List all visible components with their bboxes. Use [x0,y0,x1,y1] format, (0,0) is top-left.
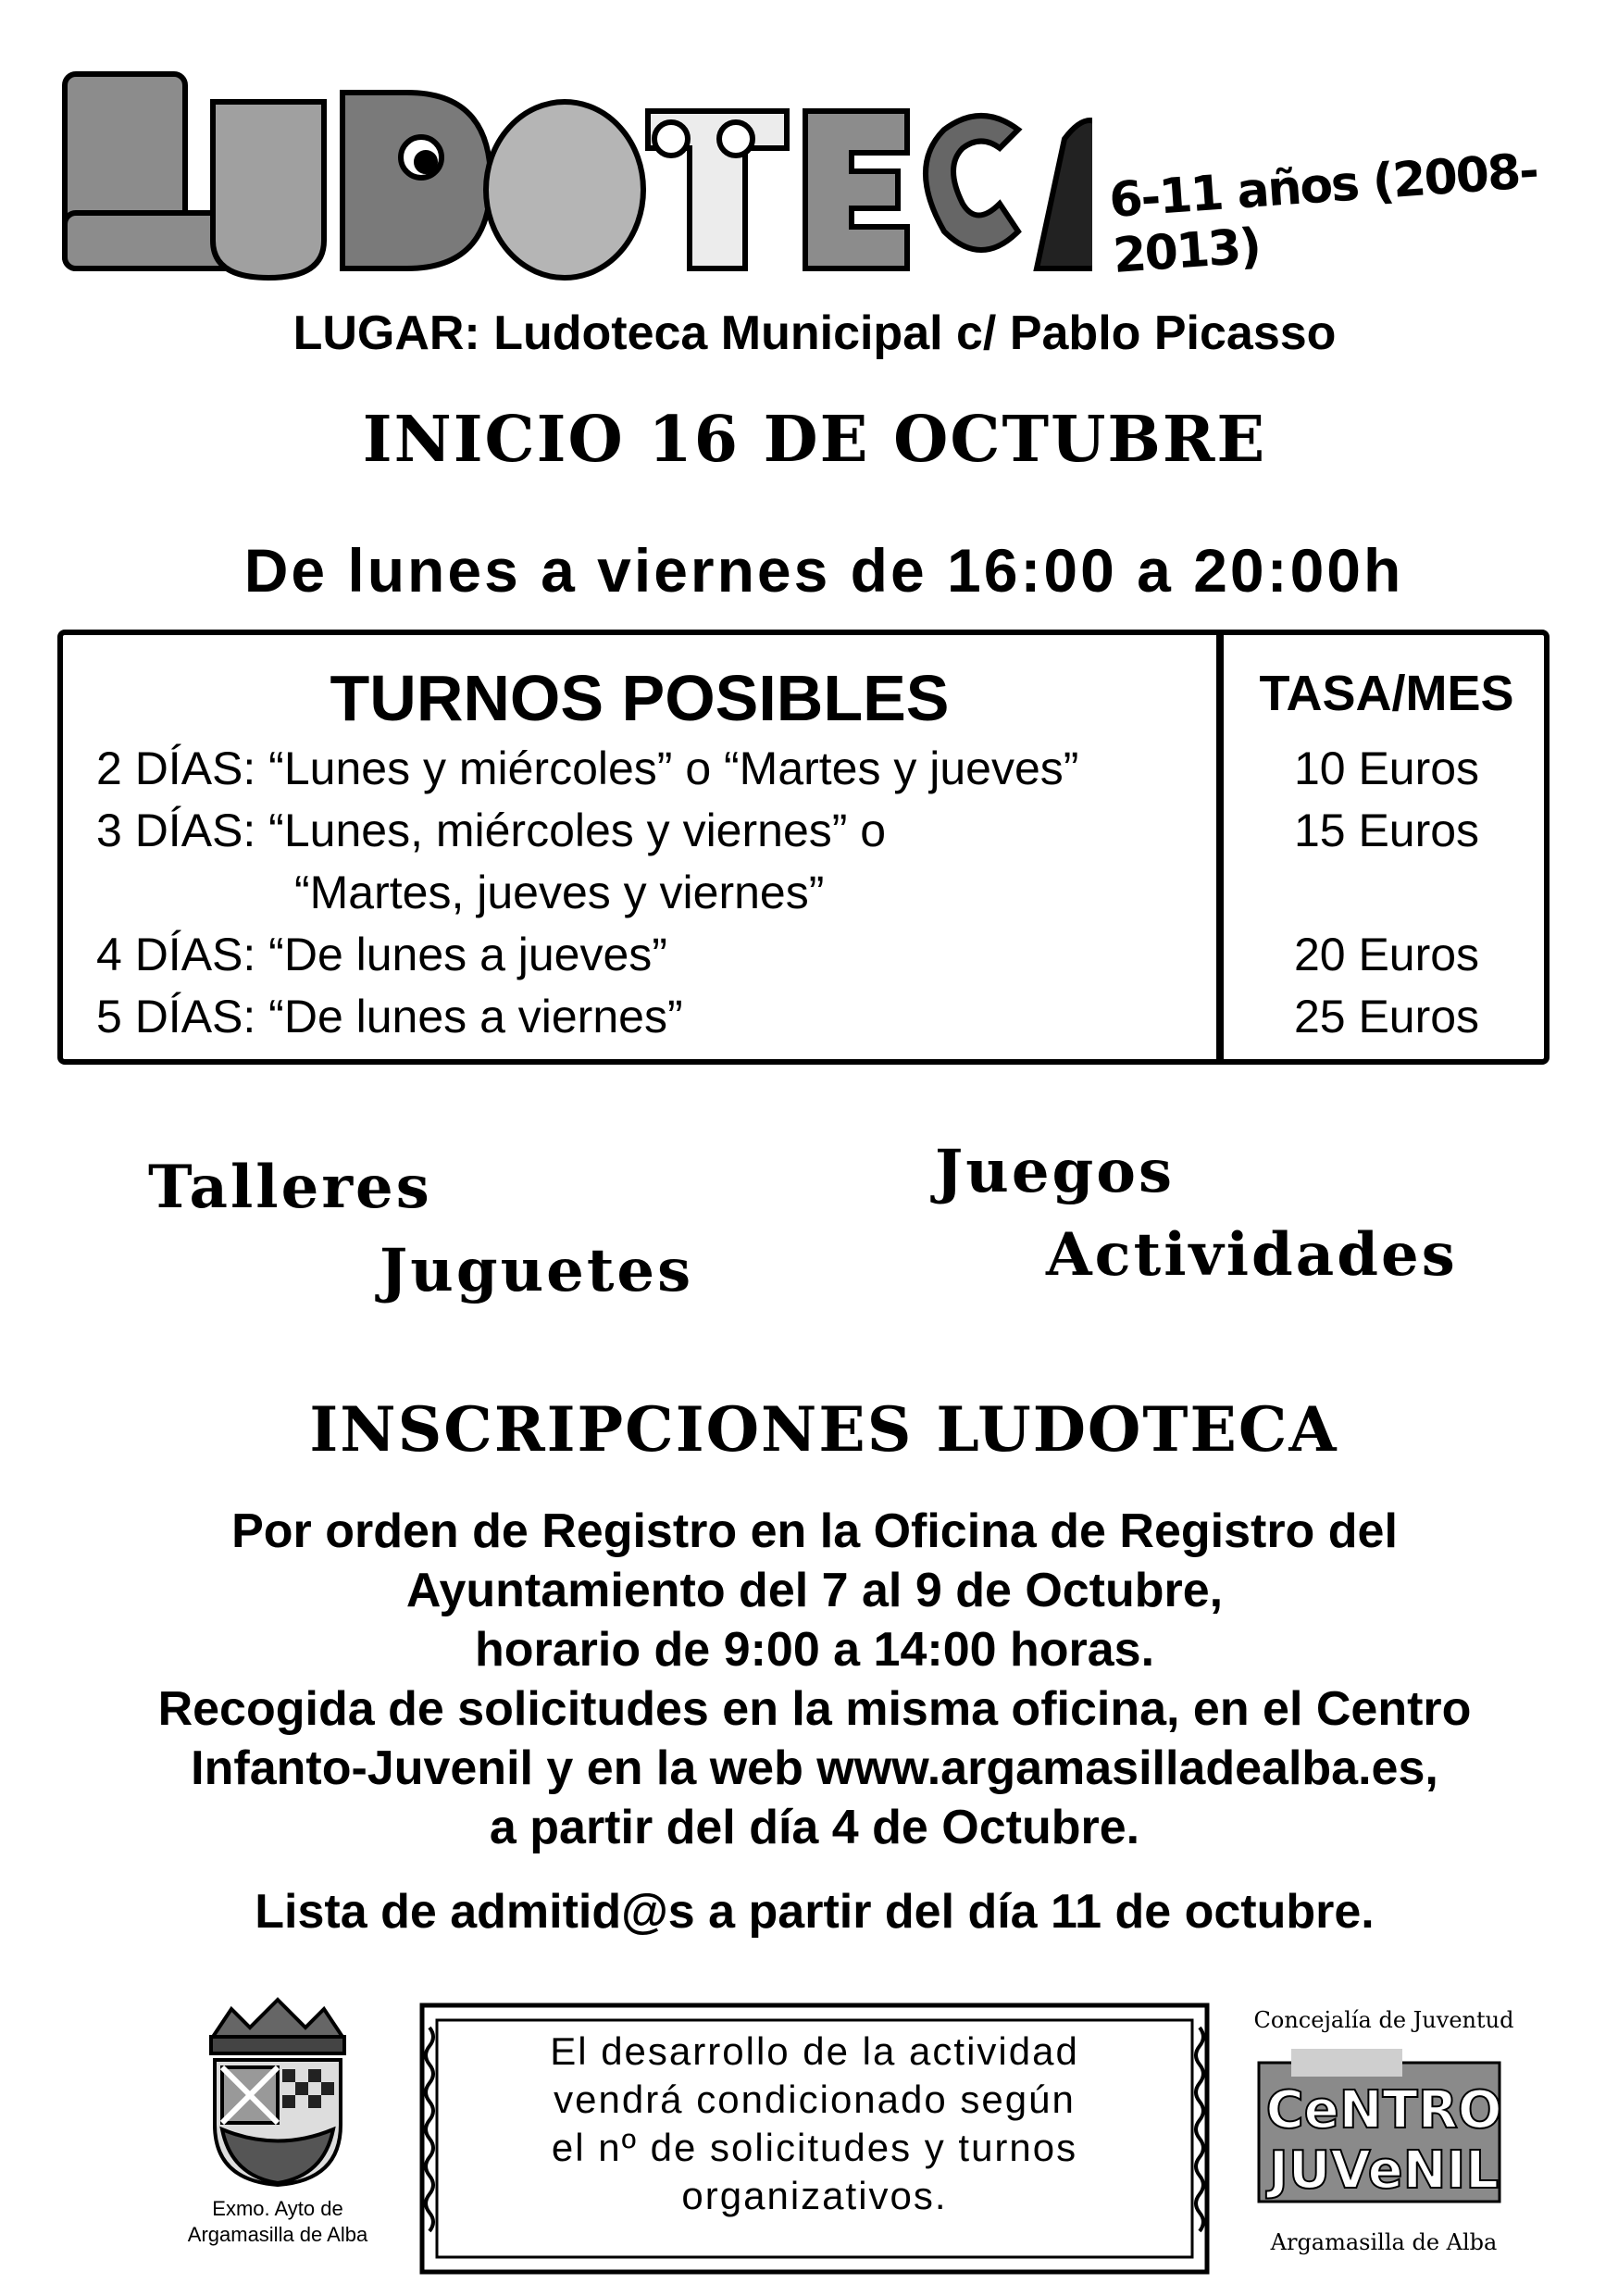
rate-value: 15 Euros [1293,805,1480,856]
ayuntamiento-crest-icon [194,1995,361,2190]
rate-title: TASA/MES [1259,666,1514,721]
box-divider [1216,635,1224,1059]
turn-line: 3 DÍAS: “Lunes, miércoles y viernes” o [96,805,887,856]
inscriptions-line: Recogida de solicitudes en la misma oficina, en el Centro [157,1682,1472,1736]
turnos-title: TURNOS POSIBLES [330,662,950,734]
rate-value: 10 Euros [1293,742,1480,794]
concejalia-label: Concejalía de Juventud [1253,2007,1514,2033]
inscriptions-line: Ayuntamiento del 7 al 9 de Octubre, [405,1564,1224,1617]
notice-text: El desarrollo de la actividad vendrá condicionado según el nº de solicitudes y turnos organizativos. [550,2029,1079,2217]
crest-caption: Exmo. Ayto de Argamasilla de Alba [187,2197,368,2246]
inscriptions-title: INSCRIPCIONES LUDOTECA [309,1393,1338,1466]
centro-juvenil-town: Argamasilla de Alba [1270,2229,1498,2255]
inscriptions-body [56,1502,1574,1857]
location-text: LUGAR: Ludoteca Municipal c/ Pablo Picasso [292,306,1337,360]
schedule-text: De lunes a viernes de 16:00 a 20:00h [243,536,1404,605]
age-range: 6-11 años (2008-2013) [1107,143,1539,284]
rate-value: 25 Euros [1293,991,1480,1042]
inscriptions-line: a partir del día 4 de Octubre. [489,1801,1140,1854]
turn-line: “Martes, jueves y viernes” [294,867,825,918]
turn-line: 4 DÍAS: “De lunes a jueves” [96,929,667,980]
inscriptions-line: horario de 9:00 a 14:00 horas. [474,1623,1155,1677]
svg-text:CeNTRO: CeNTRO [1265,2080,1502,2140]
rate-value: 20 Euros [1293,929,1480,980]
notice-box [417,2000,1213,2277]
svg-text:JUVeNIL: JUVeNIL [1269,2140,1499,2201]
activity-actividades: Actividades [1046,1220,1458,1290]
start-date-heading: INICIO 16 DE OCTUBRE [362,403,1267,477]
centro-juvenil-logo-icon [1254,2044,1513,2225]
header [56,37,1564,287]
admitted-list-text: Lista de admitid@s a partir del día 11 de octubre. [255,1885,1375,1939]
activity-talleres: Talleres [148,1153,432,1222]
turnos-box [57,630,1550,1065]
turn-line: 5 DÍAS: “De lunes a viernes” [96,991,683,1042]
ludoteca-logo-icon [56,37,1092,287]
activity-juegos: Juegos [935,1137,1175,1206]
turn-line: 2 DÍAS: “Lunes y miércoles” o “Martes y jueves” [96,742,1079,794]
inscriptions-line: Infanto-Juvenil y en la web www.argamasilladealba.es, [191,1741,1438,1795]
inscriptions-line: Por orden de Registro en la Oficina de Registro del [231,1504,1398,1558]
activity-juguetes: Juguetes [380,1236,694,1305]
